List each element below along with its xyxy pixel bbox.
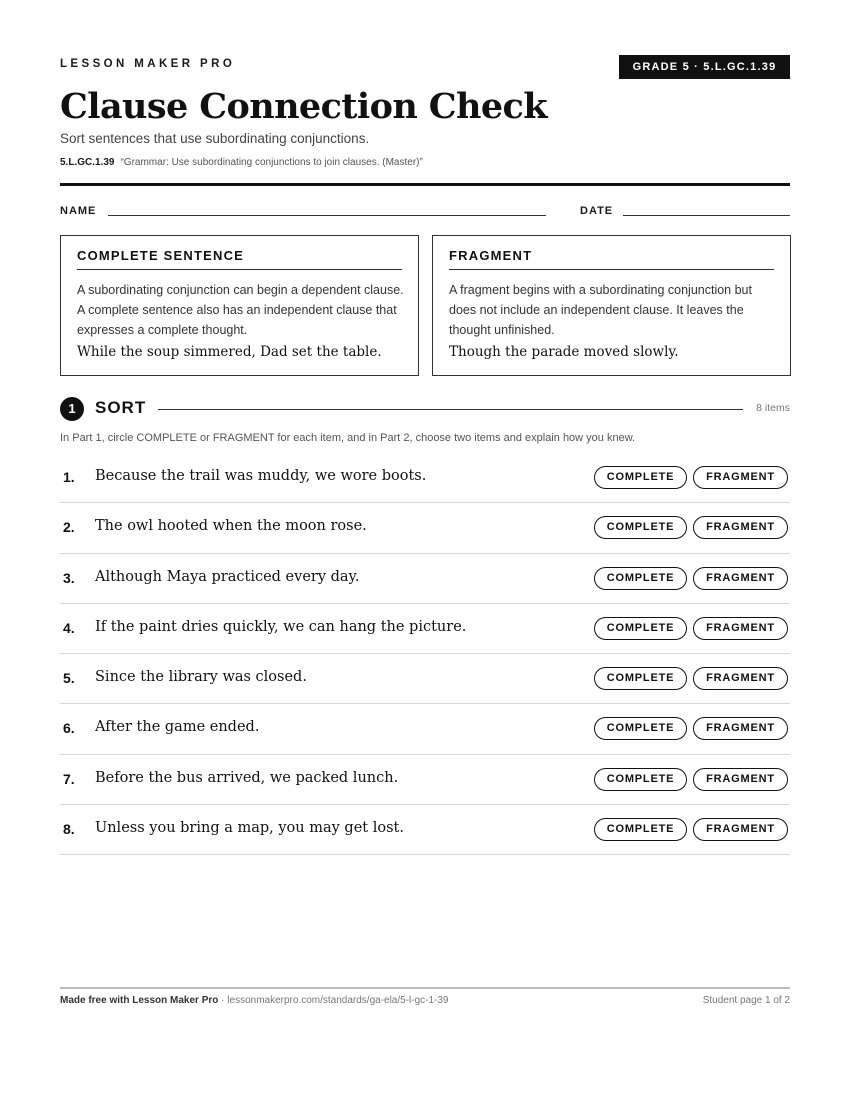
list-item xyxy=(60,704,790,754)
item-list xyxy=(60,453,790,855)
standard-code: 5.L.GC.1.39 xyxy=(60,157,115,168)
worksheet-title: Clause Connection Check xyxy=(60,86,547,127)
grade-badge: GRADE 5 · 5.L.GC.1.39 xyxy=(619,55,790,79)
item-sentence: Although Maya practiced every day. xyxy=(95,568,360,585)
standard-description: “Grammar: Use subordinating conjunctions to join clauses. (Master)” xyxy=(120,157,423,168)
complete-choice[interactable]: COMPLETE xyxy=(594,717,687,740)
item-sentence: Unless you bring a map, you may get lost. xyxy=(95,820,404,837)
item-number: 8. xyxy=(63,821,75,838)
section-divider xyxy=(158,409,743,410)
fragment-choice[interactable]: FRAGMENT xyxy=(693,567,788,590)
item-number: 7. xyxy=(63,770,75,787)
name-label: NAME xyxy=(60,205,97,217)
fragment-choice[interactable]: FRAGMENT xyxy=(693,617,788,640)
item-sentence: After the game ended. xyxy=(95,719,260,736)
definition-box-fragment xyxy=(432,235,791,376)
list-item xyxy=(60,503,790,553)
complete-choice[interactable]: COMPLETE xyxy=(594,667,687,690)
complete-choice[interactable]: COMPLETE xyxy=(594,617,687,640)
section-number-badge: 1 xyxy=(60,397,84,421)
fragment-choice[interactable]: FRAGMENT xyxy=(693,818,788,841)
date-label: DATE xyxy=(580,205,614,217)
definition-box-complete xyxy=(60,235,419,376)
item-sentence: Because the trail was muddy, we wore boots. xyxy=(95,468,427,484)
fragment-choice[interactable]: FRAGMENT xyxy=(693,768,788,791)
definition-example: While the soup simmered, Dad set the table. xyxy=(77,344,382,360)
worksheet-subtitle: Sort sentences that use subordinating conjunctions. xyxy=(60,131,370,146)
item-number: 3. xyxy=(63,569,75,586)
date-field[interactable] xyxy=(623,215,790,216)
list-item xyxy=(60,604,790,654)
item-count: 8 items xyxy=(756,402,790,414)
complete-choice[interactable]: COMPLETE xyxy=(594,466,687,489)
page-indicator: Student page 1 of 2 xyxy=(702,995,790,1006)
footer-divider xyxy=(60,987,790,989)
standard-line xyxy=(60,157,423,168)
list-item xyxy=(60,654,790,704)
fragment-choice[interactable]: FRAGMENT xyxy=(693,466,788,489)
item-number: 6. xyxy=(63,720,75,737)
complete-choice[interactable]: COMPLETE xyxy=(594,818,687,841)
list-item xyxy=(60,755,790,805)
footer-brand: Made free with Lesson Maker Pro xyxy=(60,995,219,1006)
complete-choice[interactable]: COMPLETE xyxy=(594,768,687,791)
definition-heading: COMPLETE SENTENCE xyxy=(77,248,402,270)
footer-separator: · xyxy=(218,995,228,1006)
item-sentence: Since the library was closed. xyxy=(95,669,307,686)
list-item xyxy=(60,805,790,855)
section-instructions: In Part 1, circle COMPLETE or FRAGMENT for each item, and in Part 2, choose two items and explain how you knew. xyxy=(60,432,636,444)
list-item xyxy=(60,453,790,503)
fragment-choice[interactable]: FRAGMENT xyxy=(693,516,788,539)
fragment-choice[interactable]: FRAGMENT xyxy=(693,667,788,690)
item-number: 5. xyxy=(63,670,75,687)
definition-text: A fragment begins with a subordinating conjunction but does not include an independent clause. It leaves the thought unfinished. xyxy=(449,283,752,337)
footer-credit xyxy=(60,995,449,1006)
definition-example: Though the parade moved slowly. xyxy=(449,344,679,360)
section-title: SORT xyxy=(95,398,147,417)
name-field[interactable] xyxy=(108,215,546,216)
complete-choice[interactable]: COMPLETE xyxy=(594,516,687,539)
item-sentence: Before the bus arrived, we packed lunch. xyxy=(95,769,399,786)
list-item xyxy=(60,554,790,604)
footer-url[interactable]: lessonmakerpro.com/standards/ga-ela/5-l-gc-1-39 xyxy=(227,995,449,1006)
item-number: 2. xyxy=(63,519,75,536)
definition-heading: FRAGMENT xyxy=(449,248,774,270)
item-sentence: If the paint dries quickly, we can hang the picture. xyxy=(95,618,467,635)
definition-text: A subordinating conjunction can begin a dependent clause. A complete sentence also has an independent clause that expresses a complete thought. xyxy=(77,283,404,337)
item-number: 1. xyxy=(63,469,75,485)
item-number: 4. xyxy=(63,619,75,636)
complete-choice[interactable]: COMPLETE xyxy=(594,567,687,590)
header-divider xyxy=(60,183,790,186)
fragment-choice[interactable]: FRAGMENT xyxy=(693,717,788,740)
item-sentence: The owl hooted when the moon rose. xyxy=(95,518,367,535)
brand-name: LESSON MAKER PRO xyxy=(60,58,236,70)
